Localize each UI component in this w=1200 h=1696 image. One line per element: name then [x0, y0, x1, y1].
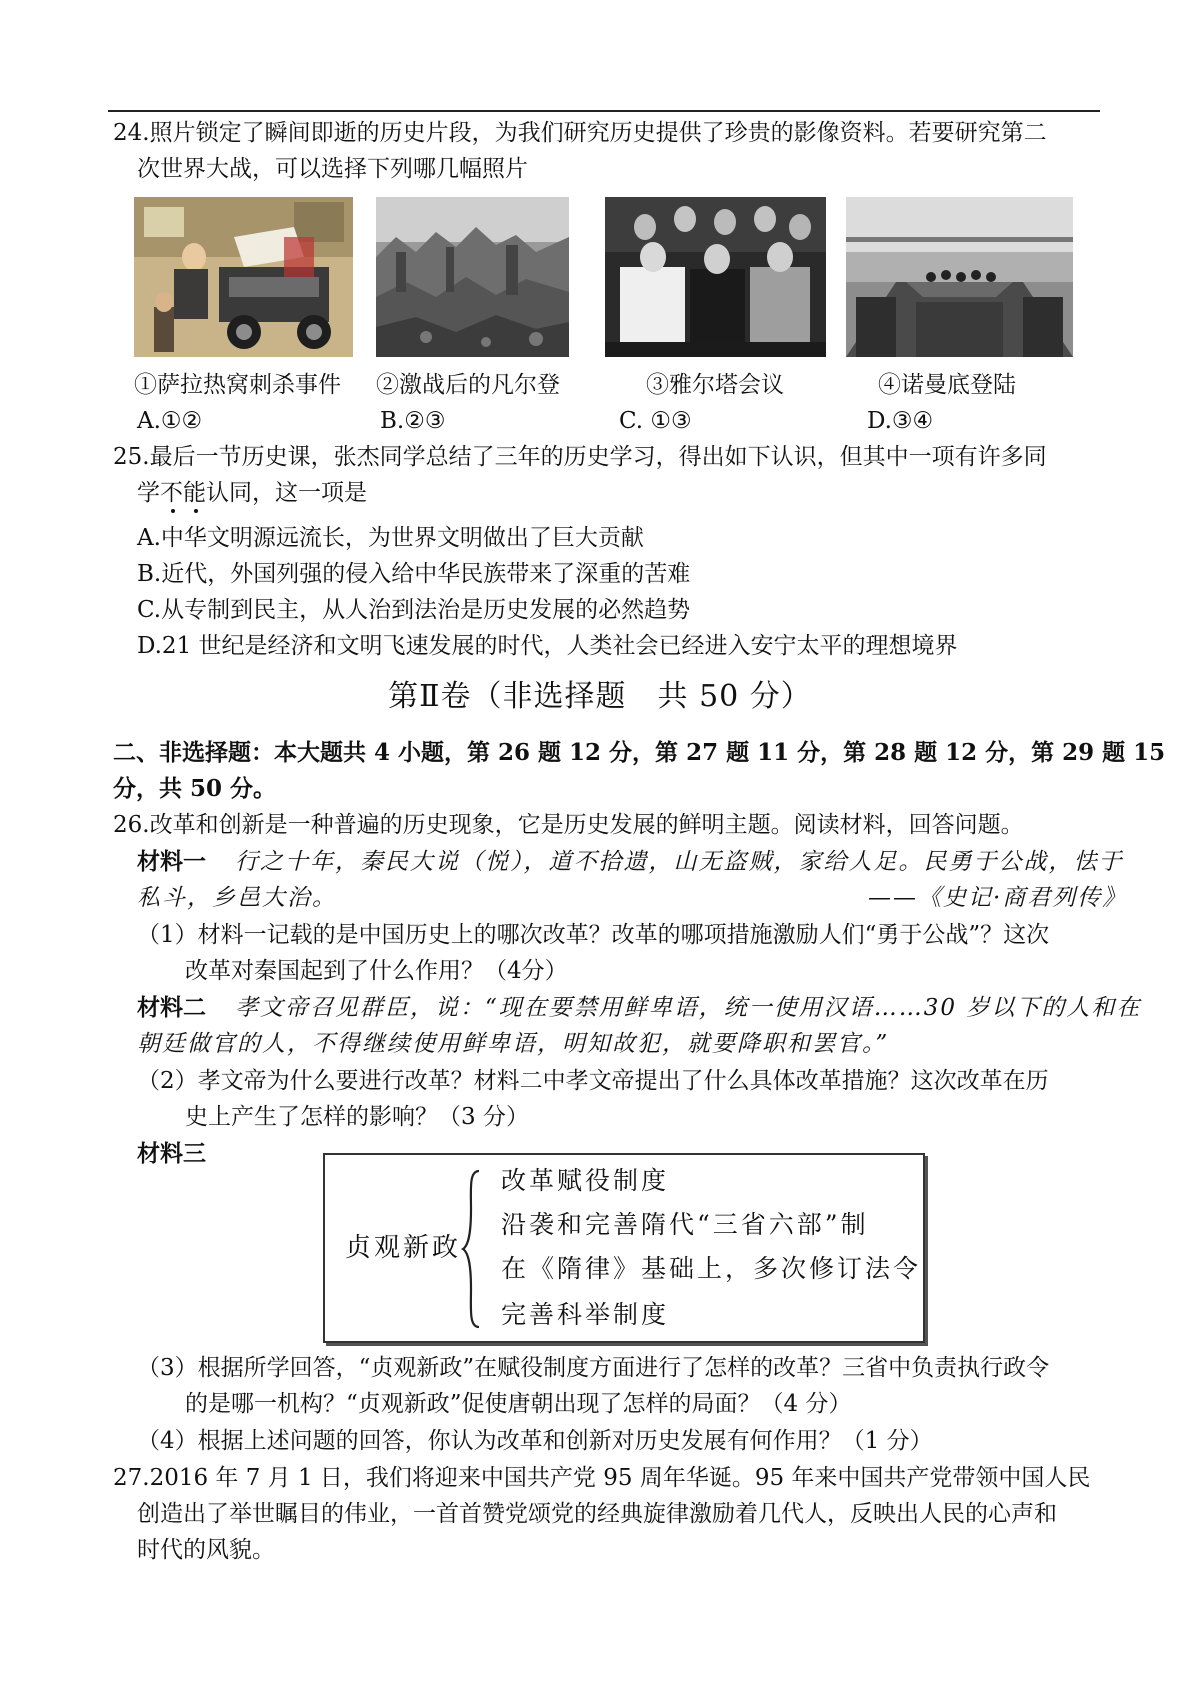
sub-question-4: （4）根据上述问题的回答，你认为改革和创新对历史发展有何作用？（1 分）: [137, 1428, 933, 1454]
q24-stem-line2: 次世界大战，可以选择下列哪几幅照片: [137, 156, 528, 182]
sub-question-3-line2: 的是哪一机构？“贞观新政”促使唐朝出现了怎样的局面？（4 分）: [185, 1391, 852, 1417]
photo-caption-2: ②激战后的凡尔登: [376, 372, 560, 398]
material-2-line1: 孝文帝召见群臣，说：“现在要禁用鲜卑语，统一使用汉语……30 岁以下的人和在: [235, 995, 1142, 1021]
q24-stem-line1: 24.照片锁定了瞬间即逝的历史片段，为我们研究历史提供了珍贵的影像资料。若要研究第二: [113, 120, 1047, 146]
material-3-label: 材料三: [137, 1140, 206, 1167]
q24-option-d: D.③④: [867, 408, 934, 434]
yalta-conference-icon: [605, 197, 826, 357]
q25-option-d: D.21 世纪是经济和文明飞速发展的时代，人类社会已经进入安宁太平的理想境界: [137, 633, 958, 659]
q24-option-b: B.②③: [380, 408, 446, 434]
section-intro-line2: 分，共 50 分。: [113, 775, 277, 802]
q25-option-c: C.从专制到民主，从人治到法治是历史发展的必然趋势: [137, 597, 691, 623]
section-title: 第Ⅱ卷（非选择题 共 50 分）: [388, 679, 812, 714]
photo-caption-3: ③雅尔塔会议: [646, 372, 784, 398]
q27-stem-line3: 时代的风貌。: [137, 1537, 275, 1563]
table-item: 改革赋役制度: [501, 1166, 670, 1195]
q25-option-a: A.中华文明源远流长，为世界文明做出了巨大贡献: [137, 525, 644, 551]
table-item: 完善科举制度: [501, 1300, 670, 1329]
section-intro-line1: 二、非选择题：本大题共 4 小题，第 26 题 12 分，第 27 题 11 分，第 28 题 12 分，第 29 题 15: [113, 739, 1166, 766]
normandy-landing-icon: [846, 197, 1073, 357]
sub-question-1-line1: （1）材料一记载的是中国历史上的哪次改革？改革的哪项措施激励人们“勇于公战”？这次: [137, 922, 1050, 948]
curly-brace-icon: [461, 1169, 483, 1329]
material-1-line1: 行之十年，秦民大说（悦），道不拾遗，山无盗贼，家给人足。民勇于公战，怯于: [235, 849, 1124, 875]
sub-question-1-line2: 改革对秦国起到了什么作用？（4分）: [185, 958, 568, 984]
sub-question-3-line1: （3）根据所学回答，“贞观新政”在赋役制度方面进行了怎样的改革？三省中负责执行政令: [137, 1355, 1050, 1381]
q24-option-c: C. ①③: [619, 408, 692, 434]
zhenguan-reform-table: [323, 1153, 925, 1343]
emphasis-dot: [171, 509, 175, 513]
table-label: 贞观新政: [345, 1233, 462, 1263]
photo-caption-4: ④诺曼底登陆: [878, 372, 1016, 398]
material-1-source: ——《史记·商君列传》: [868, 885, 1128, 911]
ruined-town-icon: [376, 197, 569, 357]
sub-question-2-line1: （2）孝文帝为什么要进行改革？材料二中孝文帝提出了什么具体改革措施？这次改革在历: [137, 1068, 1049, 1094]
assassination-painting-icon: [134, 197, 353, 357]
photo-caption-1: ①萨拉热窝刺杀事件: [134, 372, 341, 398]
q25-stem-line2: 学不能认同，这一项是: [137, 480, 367, 506]
q27-stem-line2: 创造出了举世瞩目的伟业，一首首赞党颂党的经典旋律激励着几代人，反映出人民的心声和: [137, 1501, 1057, 1527]
material-2-label: 材料二: [137, 994, 206, 1021]
q24-option-a: A.①②: [137, 408, 203, 434]
material-2-line2: 朝廷做官的人，不得继续使用鲜卑语，明知故犯，就要降职和罢官。”: [137, 1031, 890, 1057]
sub-question-2-line2: 史上产生了怎样的影响？（3 分）: [185, 1104, 529, 1130]
q25-option-b: B.近代，外国列强的侵入给中华民族带来了深重的苦难: [137, 561, 691, 587]
table-item: 在《隋律》基础上，多次修订法令: [501, 1254, 922, 1283]
q26-intro: 26.改革和创新是一种普遍的历史现象，它是历史发展的鲜明主题。阅读材料，回答问题。: [113, 812, 1024, 838]
header-rule: [108, 110, 1100, 112]
emphasis-dot: [194, 509, 198, 513]
q25-stem-line1: 25.最后一节历史课，张杰同学总结了三年的历史学习，得出如下认识，但其中一项有许多同: [113, 444, 1047, 470]
q27-stem-line1: 27.2016 年 7 月 1 日，我们将迎来中国共产党 95 周年华诞。95 年来中国共产党带领中国人民: [113, 1465, 1091, 1491]
material-1-label: 材料一: [137, 848, 206, 875]
material-1-line2: 私斗，乡邑大治。: [137, 885, 337, 911]
table-item: 沿袭和完善隋代“三省六部”制: [501, 1210, 869, 1239]
